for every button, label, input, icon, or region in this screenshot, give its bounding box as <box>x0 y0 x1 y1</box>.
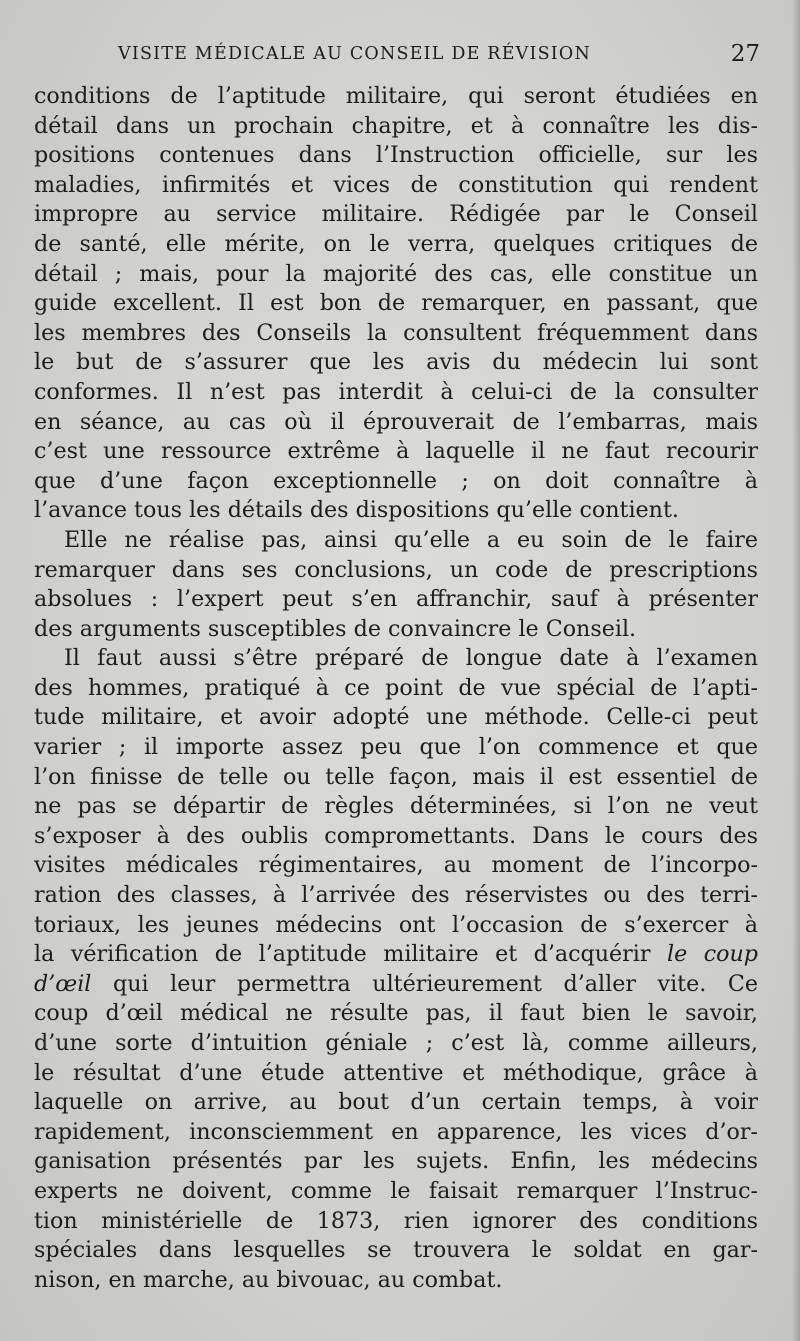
line-text: tion ministérielle de 1873, rien ignorer des conditions <box>34 1207 758 1234</box>
line-text: conformes. Il n’est pas interdit à celui-ci de la consulter <box>34 378 758 405</box>
line-text: les membres des Conseils la consultent fréquemment dans <box>34 319 758 346</box>
line-text: Il faut aussi s’être préparé de longue date à l’examen <box>64 645 758 672</box>
text-line <box>34 1147 758 1177</box>
text-line <box>34 1266 758 1296</box>
text-line <box>34 999 758 1029</box>
line-text: le résultat d’une étude attentive et méthodique, grâce à <box>34 1059 758 1086</box>
line-text: détail ; mais, pour la majorité des cas, elle constitue un <box>34 260 758 287</box>
line-text: ganisation présentés par les sujets. Enfin, les médecins <box>34 1148 758 1175</box>
line-text: rapidement, inconsciemment en apparence, les vices d’or- <box>34 1118 758 1145</box>
line-text: détail dans un prochain chapitre, et à connaître les dis- <box>34 112 758 139</box>
line-text: varier ; il importe assez peu que l’on commence et que <box>34 734 758 761</box>
italic-text: d’œil <box>34 970 92 997</box>
text-line <box>34 1177 758 1207</box>
line-text: la vérification de l’aptitude militaire et d’acquérir <box>34 941 667 968</box>
text-line <box>34 378 758 408</box>
line-text: experts ne doivent, comme le faisait remarquer l’Instruc- <box>34 1177 758 1204</box>
text-line <box>34 1059 758 1089</box>
text-line <box>34 615 758 645</box>
text-line <box>34 674 758 704</box>
text-line <box>34 703 758 733</box>
text-line <box>34 792 758 822</box>
line-text: coup d’œil médical ne résulte pas, il faut bien le savoir, <box>34 1000 758 1027</box>
text-line <box>34 171 758 201</box>
text-line <box>34 230 758 260</box>
line-text: s’exposer à des oublis compromettants. Dans le cours des <box>34 822 758 849</box>
text-line <box>34 289 758 319</box>
page-edge-shadow <box>792 0 800 1341</box>
line-text: nison, en marche, au bivouac, au combat. <box>34 1266 503 1293</box>
text-line <box>34 82 758 112</box>
text-line <box>34 1088 758 1118</box>
text-line <box>34 437 758 467</box>
line-text: conditions de l’aptitude militaire, qui seront étudiées en <box>34 83 758 109</box>
line-text: maladies, infirmités et vices de constitution qui rendent <box>34 171 758 198</box>
text-line <box>34 260 758 290</box>
text-line <box>34 319 758 349</box>
text-line <box>34 496 758 526</box>
text-line <box>34 200 758 230</box>
running-title: VISITE MÉDICALE AU CONSEIL DE RÉVISION <box>118 44 591 64</box>
text-line <box>34 644 758 674</box>
text-line <box>34 526 758 556</box>
text-line <box>34 970 758 1000</box>
line-text: des arguments susceptibles de convaincre le Conseil. <box>34 615 637 642</box>
text-line <box>34 1207 758 1237</box>
text-line <box>34 1029 758 1059</box>
text-line <box>34 1236 758 1266</box>
line-text: ne pas se départir de règles déterminées, si l’on ne veut <box>34 793 758 820</box>
text-line <box>34 1118 758 1148</box>
line-text: Elle ne réalise pas, ainsi qu’elle a eu soin de le faire <box>64 526 758 553</box>
line-text: remarquer dans ses conclusions, un code de prescriptions <box>34 556 758 583</box>
line-text: d’une sorte d’intuition géniale ; c’est là, comme ailleurs, <box>34 1030 758 1056</box>
line-text: tude militaire, et avoir adopté une méthode. Celle-ci peut <box>34 704 758 731</box>
line-text: le but de s’assurer que les avis du médecin lui sont <box>34 349 758 376</box>
text-line <box>34 940 758 970</box>
text-line <box>34 408 758 438</box>
text-line <box>34 141 758 171</box>
text-line <box>34 763 758 793</box>
line-text: laquelle on arrive, au bout d’un certain temps, à voir <box>34 1089 758 1116</box>
text-line <box>34 881 758 911</box>
text-line <box>34 851 758 881</box>
line-text: visites médicales régimentaires, au moment de l’incorpo- <box>34 852 758 879</box>
line-text: que d’une façon exceptionnelle ; on doit connaître à <box>34 467 758 494</box>
text-line <box>34 348 758 378</box>
line-text: guide excellent. Il est bon de remarquer, en passant, que <box>34 290 758 317</box>
line-text: absolues : l’expert peut s’en affranchir, sauf à présenter <box>34 586 758 613</box>
line-text: impropre au service militaire. Rédigée par le Conseil <box>34 201 758 228</box>
text-line <box>34 556 758 586</box>
line-text: l’avance tous les détails des dispositions qu’elle contient. <box>34 497 679 524</box>
italic-text: le coup <box>666 941 758 968</box>
line-text: l’on finisse de telle ou telle façon, mais il est essentiel de <box>34 763 758 790</box>
line-text: des hommes, pratiqué à ce point de vue spécial de l’apti- <box>34 674 758 701</box>
page-number: 27 <box>730 41 760 67</box>
text-line <box>34 911 758 941</box>
line-text: en séance, au cas où il éprouverait de l’embarras, mais <box>34 408 758 435</box>
text-line <box>34 822 758 852</box>
text-line <box>34 112 758 142</box>
line-text: ration des classes, à l’arrivée des réservistes ou des terri- <box>34 882 758 909</box>
body-text <box>34 82 758 1295</box>
text-line <box>34 467 758 497</box>
line-text: toriaux, les jeunes médecins ont l’occasion de s’exercer à <box>34 911 758 938</box>
line-text: spéciales dans lesquelles se trouvera le soldat en gar- <box>34 1237 758 1264</box>
running-header <box>118 41 760 70</box>
text-line <box>34 585 758 615</box>
line-text: de santé, elle mérite, on le verra, quelques critiques de <box>34 230 758 257</box>
text-line <box>34 733 758 763</box>
line-text: qui leur permettra ultérieurement d’aller vite. Ce <box>91 970 758 997</box>
line-text: positions contenues dans l’Instruction officielle, sur les <box>34 142 758 169</box>
line-text: c’est une ressource extrême à laquelle il ne faut recourir <box>34 438 758 465</box>
